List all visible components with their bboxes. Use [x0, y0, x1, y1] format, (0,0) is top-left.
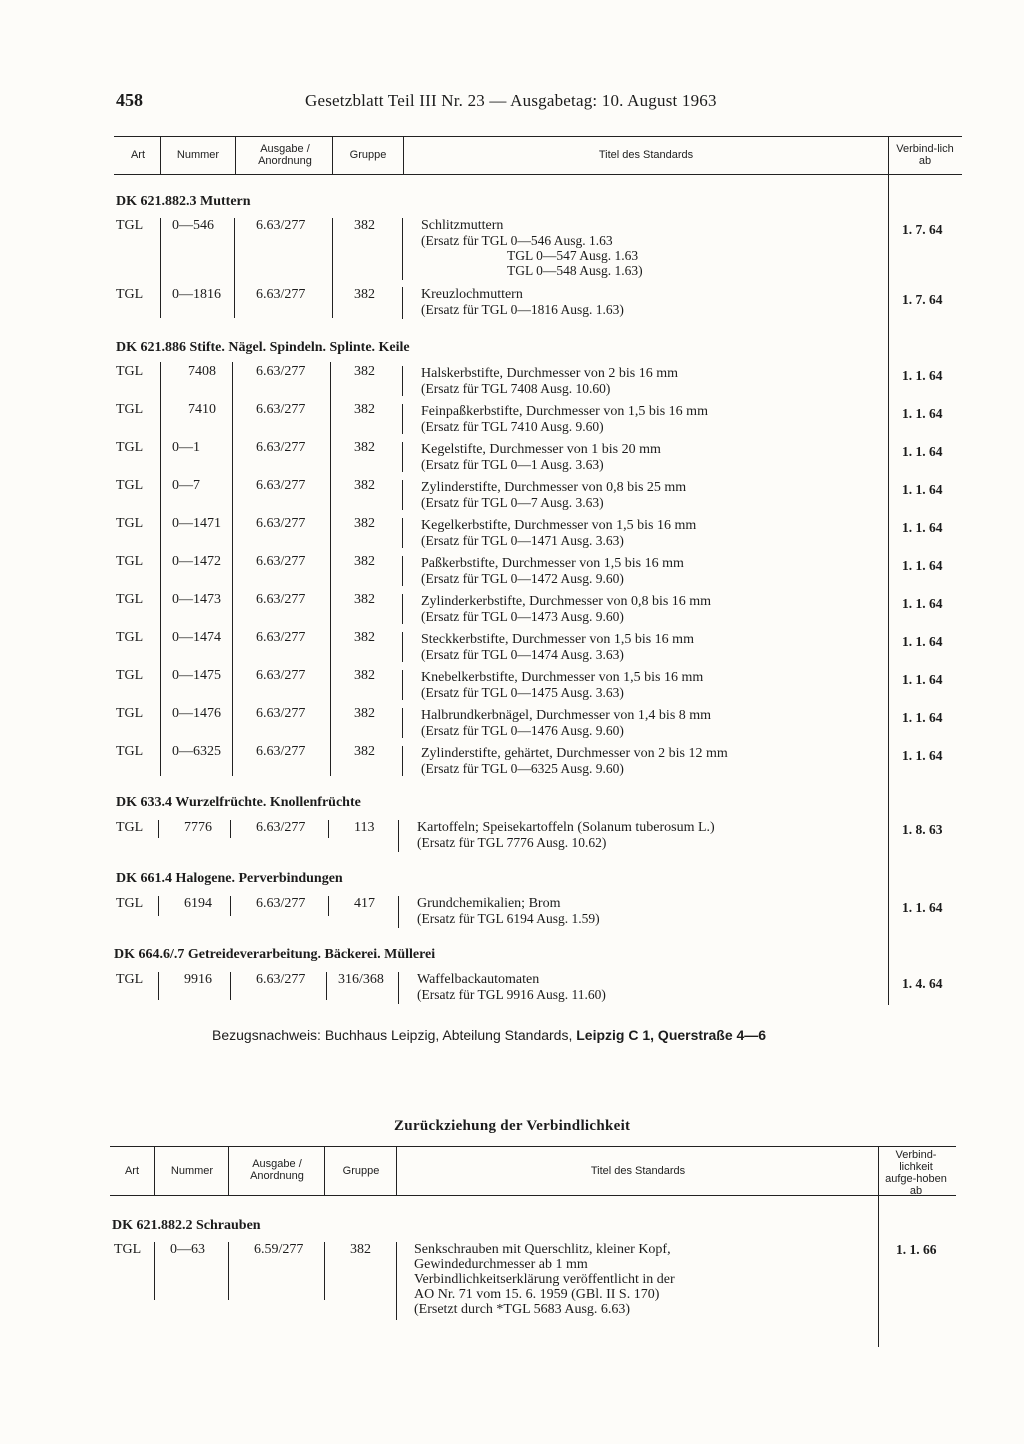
title-line: Grundchemikalien; Brom	[417, 896, 561, 911]
cell-nummer: 0—1	[172, 440, 200, 455]
cell-gruppe: 382	[354, 218, 375, 233]
col-gruppe: Gruppe	[349, 149, 387, 161]
cell-ausgabe: 6.63/277	[256, 440, 306, 455]
divider	[402, 556, 403, 586]
sub-line: (Ersatz für TGL 0—1471 Ausg. 3.63)	[421, 533, 624, 548]
title-line: Halbrundkerbnägel, Durchmesser von 1,4 bis 8 mm	[421, 708, 712, 723]
table-row	[0, 1242, 1024, 1317]
cell-verbindlich: 1. 1. 64	[902, 520, 943, 535]
sub-line: (Ersatz für TGL 7410 Ausg. 9.60)	[421, 419, 604, 434]
cell-verbindlich: 1. 1. 64	[902, 368, 943, 383]
cell-title	[421, 404, 708, 434]
cell-art: TGL	[116, 630, 144, 645]
title-line: Feinpaßkerbstifte, Durchmesser von 1,5 bis 16 mm	[421, 404, 708, 419]
divider	[332, 218, 333, 278]
section-heading: DK 621.886 Stifte. Nägel. Spindeln. Splinte. Keile	[116, 340, 410, 355]
cell-verbindlich: 1. 4. 64	[902, 976, 943, 991]
cell-gruppe: 113	[354, 820, 375, 835]
title-line: Kreuzlochmuttern	[421, 287, 523, 302]
divider	[234, 278, 235, 318]
divider	[396, 1242, 397, 1320]
cell-title	[421, 556, 684, 586]
cell-ausgabe: 6.63/277	[256, 218, 306, 233]
table-row	[0, 592, 1024, 630]
divider	[154, 1147, 155, 1195]
col-ausgabe: Ausgabe / Anordnung	[258, 143, 312, 167]
cell-gruppe: 382	[354, 744, 375, 759]
divider	[328, 896, 329, 916]
col-titel: Titel des Standards	[598, 149, 694, 161]
title-line: Zylinderstifte, Durchmesser von 0,8 bis 25 mm	[421, 480, 687, 495]
divider	[328, 820, 329, 838]
cell-ausgabe: 6.63/277	[256, 972, 306, 987]
supply-note	[212, 1027, 766, 1043]
sub-line: TGL 0—548 Ausg. 1.63)	[507, 263, 643, 278]
col-ausgabe: Ausgabe / Anordnung	[250, 1158, 304, 1182]
table-row	[0, 706, 1024, 744]
table-row	[0, 440, 1024, 478]
sub-line: (Ersatz für TGL 7776 Ausg. 10.62)	[417, 835, 607, 850]
section-title: Zurückziehung der Verbindlichkeit	[394, 1118, 631, 1134]
cell-nummer: 0—1474	[172, 630, 221, 645]
sub-line: (Ersatz für TGL 0—1472 Ausg. 9.60)	[421, 571, 624, 586]
cell-verbindlich: 1. 1. 64	[902, 596, 943, 611]
col-art: Art	[124, 1165, 140, 1177]
col-nummer: Nummer	[170, 1165, 214, 1177]
cell-art: TGL	[116, 706, 144, 721]
sub-line: (Ersatz für TGL 0—1475 Ausg. 3.63)	[421, 685, 624, 700]
cell-title	[421, 287, 624, 317]
cell-art: TGL	[116, 668, 144, 683]
page-number: 458	[116, 90, 143, 110]
divider	[160, 278, 161, 318]
table-row	[0, 218, 1024, 278]
cell-nummer: 7408	[188, 364, 216, 379]
cell-verbindlich: 1. 8. 63	[902, 822, 943, 837]
cell-ausgabe: 6.63/277	[256, 668, 306, 683]
cell-verbindlich: 1. 1. 64	[902, 900, 943, 915]
cell-nummer: 0—1472	[172, 554, 221, 569]
cell-art: TGL	[116, 440, 144, 455]
sub-line: (Ersatz für TGL 0—7 Ausg. 3.63)	[421, 495, 604, 510]
sub-line: (Ersatz für TGL 0—1474 Ausg. 3.63)	[421, 647, 624, 662]
divider	[158, 972, 159, 1000]
divider	[398, 820, 399, 852]
col-verbindlichkeit: Verbind-lichkeit aufge-hoben ab	[885, 1149, 947, 1197]
sub-line: (Ersatz für TGL 0—1816 Ausg. 1.63)	[421, 302, 624, 317]
divider	[402, 218, 403, 280]
cell-ausgabe: 6.63/277	[256, 744, 306, 759]
sub-line: (Ersatz für TGL 0—1476 Ausg. 9.60)	[421, 723, 624, 738]
cell-nummer: 0—546	[172, 218, 214, 233]
cell-ausgabe: 6.63/277	[256, 287, 306, 302]
title-line: Senkschrauben mit Querschlitz, kleiner Kopf,	[414, 1242, 671, 1257]
divider	[234, 218, 235, 278]
divider	[398, 972, 399, 1004]
divider	[160, 137, 161, 174]
cell-title	[421, 670, 703, 700]
cell-gruppe: 382	[354, 478, 375, 493]
divider	[402, 480, 403, 510]
section-heading: DK 621.882.2 Schrauben	[112, 1218, 261, 1233]
cell-nummer: 0—7	[172, 478, 200, 493]
table-row	[0, 972, 1024, 1010]
title-line: Paßkerbstifte, Durchmesser von 1,5 bis 16 mm	[421, 556, 684, 571]
divider	[158, 820, 159, 838]
table-row	[0, 896, 1024, 934]
cell-ausgabe: 6.63/277	[256, 630, 306, 645]
col-titel: Titel des Standards	[590, 1165, 686, 1177]
cell-verbindlich: 1. 1. 64	[902, 634, 943, 649]
sub-line: (Ersatz für TGL 6194 Ausg. 1.59)	[417, 911, 600, 926]
divider	[402, 670, 403, 700]
cell-gruppe: 382	[354, 630, 375, 645]
table-row	[0, 478, 1024, 516]
divider	[160, 362, 161, 776]
cell-gruppe: 382	[354, 668, 375, 683]
col-verbindlich: Verbind-lich ab	[896, 143, 954, 167]
cell-ausgabe: 6.59/277	[254, 1242, 304, 1257]
cell-ausgabe: 6.63/277	[256, 364, 306, 379]
divider	[402, 442, 403, 472]
divider	[230, 972, 231, 1000]
divider	[228, 1242, 229, 1300]
cell-art: TGL	[116, 896, 144, 911]
cell-art: TGL	[116, 218, 144, 233]
cell-gruppe: 382	[354, 402, 375, 417]
divider	[154, 1242, 155, 1300]
divider	[326, 972, 327, 1000]
cell-title	[421, 366, 678, 396]
cell-title	[421, 518, 696, 548]
title-line: Knebelkerbstifte, Durchmesser von 1,5 bis 16 mm	[421, 670, 704, 685]
sub-line: TGL 0—547 Ausg. 1.63	[507, 248, 639, 263]
cell-ausgabe: 6.63/277	[256, 516, 306, 531]
sub-line: (Ersatz für TGL 7408 Ausg. 10.60)	[421, 381, 611, 396]
divider	[160, 218, 161, 278]
cell-art: TGL	[114, 1242, 142, 1257]
cell-gruppe: 417	[354, 896, 375, 911]
table-row	[0, 820, 1024, 858]
cell-art: TGL	[116, 478, 144, 493]
cell-verbindlich: 1. 1. 64	[902, 558, 943, 573]
table-row	[0, 402, 1024, 440]
title-line: AO Nr. 71 vom 15. 6. 1959 (GBl. II S. 170)	[414, 1287, 660, 1302]
supply-note-address: Leipzig C 1, Querstraße 4—6	[576, 1027, 767, 1043]
divider	[396, 1147, 397, 1195]
cell-verbindlich: 1. 7. 64	[902, 292, 943, 307]
divider	[332, 278, 333, 318]
cell-title	[417, 820, 715, 850]
cell-verbindlich: 1. 1. 64	[902, 748, 943, 763]
cell-ausgabe: 6.63/277	[256, 896, 306, 911]
cell-verbindlich: 1. 1. 64	[902, 406, 943, 421]
cell-gruppe: 382	[354, 364, 375, 379]
sub-line: (Ersatz für TGL 0—6325 Ausg. 9.60)	[421, 761, 624, 776]
supply-note-text: Bezugsnachweis: Buchhaus Leipzig, Abteilung Standards,	[212, 1027, 577, 1043]
title-line: Schlitzmuttern	[421, 218, 504, 233]
divider	[330, 362, 331, 776]
divider	[402, 632, 403, 662]
section-heading: DK 621.882.3 Muttern	[116, 194, 251, 209]
cell-gruppe: 382	[354, 287, 375, 302]
cell-art: TGL	[116, 402, 144, 417]
divider	[402, 518, 403, 548]
cell-art: TGL	[116, 516, 144, 531]
title-line: Verbindlichkeitserklärung veröffentlicht in der	[414, 1272, 675, 1287]
cell-verbindlich: 1. 1. 64	[902, 444, 943, 459]
cell-nummer: 0—1471	[172, 516, 221, 531]
title-line: (Ersetzt durch *TGL 5683 Ausg. 6.63)	[414, 1302, 631, 1317]
divider	[235, 137, 236, 174]
table-row	[0, 516, 1024, 554]
cell-verbindlich: 1. 7. 64	[902, 222, 943, 237]
cell-gruppe: 382	[354, 706, 375, 721]
cell-gruppe: 382	[354, 554, 375, 569]
cell-ausgabe: 6.63/277	[256, 402, 306, 417]
cell-nummer: 0—1475	[172, 668, 221, 683]
divider	[158, 896, 159, 916]
cell-verbindlich: 1. 1. 64	[902, 710, 943, 725]
cell-title	[421, 218, 643, 278]
cell-nummer: 0—1476	[172, 706, 221, 721]
title-line: Waffelbackautomaten	[417, 972, 540, 987]
divider	[402, 746, 403, 776]
cell-ausgabe: 6.63/277	[256, 706, 306, 721]
cell-title	[417, 896, 600, 926]
section-heading: DK 664.6/.7 Getreideverarbeitung. Bäckerei. Müllerei	[114, 947, 436, 962]
page-header: Gesetzblatt Teil III Nr. 23 — Ausgabetag: 10. August 1963	[305, 91, 717, 110]
title-line: Kegelkerbstifte, Durchmesser von 1,5 bis 16 mm	[421, 518, 697, 533]
cell-nummer: 7410	[188, 402, 216, 417]
cell-nummer: 7776	[184, 820, 212, 835]
cell-nummer: 0—63	[170, 1242, 205, 1257]
divider	[232, 362, 233, 776]
cell-art: TGL	[116, 287, 144, 302]
cell-nummer: 9916	[184, 972, 212, 987]
cell-title	[421, 632, 694, 662]
title-line: Kegelstifte, Durchmesser von 1 bis 20 mm	[421, 442, 661, 457]
cell-gruppe: 382	[354, 592, 375, 607]
cell-ausgabe: 6.63/277	[256, 592, 306, 607]
divider	[402, 708, 403, 738]
cell-art: TGL	[116, 364, 144, 379]
cell-title	[421, 746, 728, 776]
cell-nummer: 6194	[184, 896, 212, 911]
cell-nummer: 0—1816	[172, 287, 221, 302]
divider	[332, 137, 333, 174]
divider	[228, 1147, 229, 1195]
table-row	[0, 744, 1024, 782]
cell-verbindlich: 1. 1. 64	[902, 672, 943, 687]
cell-title	[414, 1242, 675, 1317]
divider	[230, 820, 231, 838]
title-line: Zylinderstifte, gehärtet, Durchmesser von 2 bis 12 mm	[421, 746, 728, 761]
sub-line: (Ersatz für TGL 0—1473 Ausg. 9.60)	[421, 609, 624, 624]
col-art: Art	[130, 149, 146, 161]
title-line: Kartoffeln; Speisekartoffeln (Solanum tuberosum L.)	[417, 820, 715, 835]
divider	[324, 1147, 325, 1195]
title-line: Halskerbstifte, Durchmesser von 2 bis 16 mm	[421, 366, 679, 381]
col-nummer: Nummer	[176, 149, 220, 161]
divider	[402, 404, 403, 434]
cell-art: TGL	[116, 820, 144, 835]
divider	[398, 896, 399, 928]
divider	[324, 1242, 325, 1300]
divider	[403, 137, 404, 174]
divider	[402, 366, 403, 396]
table-row	[0, 630, 1024, 668]
cell-ausgabe: 6.63/277	[256, 478, 306, 493]
rule	[110, 1146, 956, 1147]
rule	[110, 1195, 956, 1196]
table-row	[0, 668, 1024, 706]
cell-gruppe: 316/368	[338, 972, 384, 987]
title-line: Zylinderkerbstifte, Durchmesser von 0,8 bis 16 mm	[421, 594, 712, 609]
cell-art: TGL	[116, 554, 144, 569]
divider	[402, 287, 403, 319]
title-line: Gewindedurchmesser ab 1 mm	[414, 1257, 588, 1272]
table-row	[0, 364, 1024, 402]
cell-title	[421, 480, 686, 510]
cell-art: TGL	[116, 744, 144, 759]
cell-title	[421, 594, 711, 624]
col-gruppe: Gruppe	[342, 1165, 380, 1177]
cell-title	[421, 442, 661, 472]
section-heading: DK 661.4 Halogene. Perverbindungen	[116, 871, 343, 886]
cell-ausgabe: 6.63/277	[256, 820, 306, 835]
sub-line: (Ersatz für TGL 0—546 Ausg. 1.63	[421, 233, 613, 248]
cell-art: TGL	[116, 592, 144, 607]
sub-line: (Ersatz für TGL 0—1 Ausg. 3.63)	[421, 457, 604, 472]
cell-verbindlich: 1. 1. 66	[896, 1242, 937, 1257]
cell-gruppe: 382	[350, 1242, 371, 1257]
cell-title	[417, 972, 606, 1002]
cell-ausgabe: 6.63/277	[256, 554, 306, 569]
cell-title	[421, 708, 711, 738]
title-line: Steckkerbstifte, Durchmesser von 1,5 bis 16 mm	[421, 632, 694, 647]
sub-line: (Ersatz für TGL 9916 Ausg. 11.60)	[417, 987, 606, 1002]
table-row	[0, 554, 1024, 592]
cell-gruppe: 382	[354, 516, 375, 531]
divider	[402, 594, 403, 624]
rule	[114, 174, 962, 175]
cell-nummer: 0—1473	[172, 592, 221, 607]
table-row	[0, 287, 1024, 325]
cell-nummer: 0—6325	[172, 744, 221, 759]
cell-gruppe: 382	[354, 440, 375, 455]
cell-art: TGL	[116, 972, 144, 987]
rule	[114, 136, 962, 137]
section-heading: DK 633.4 Wurzelfrüchte. Knollenfrüchte	[116, 795, 361, 810]
cell-verbindlich: 1. 1. 64	[902, 482, 943, 497]
divider	[230, 896, 231, 916]
